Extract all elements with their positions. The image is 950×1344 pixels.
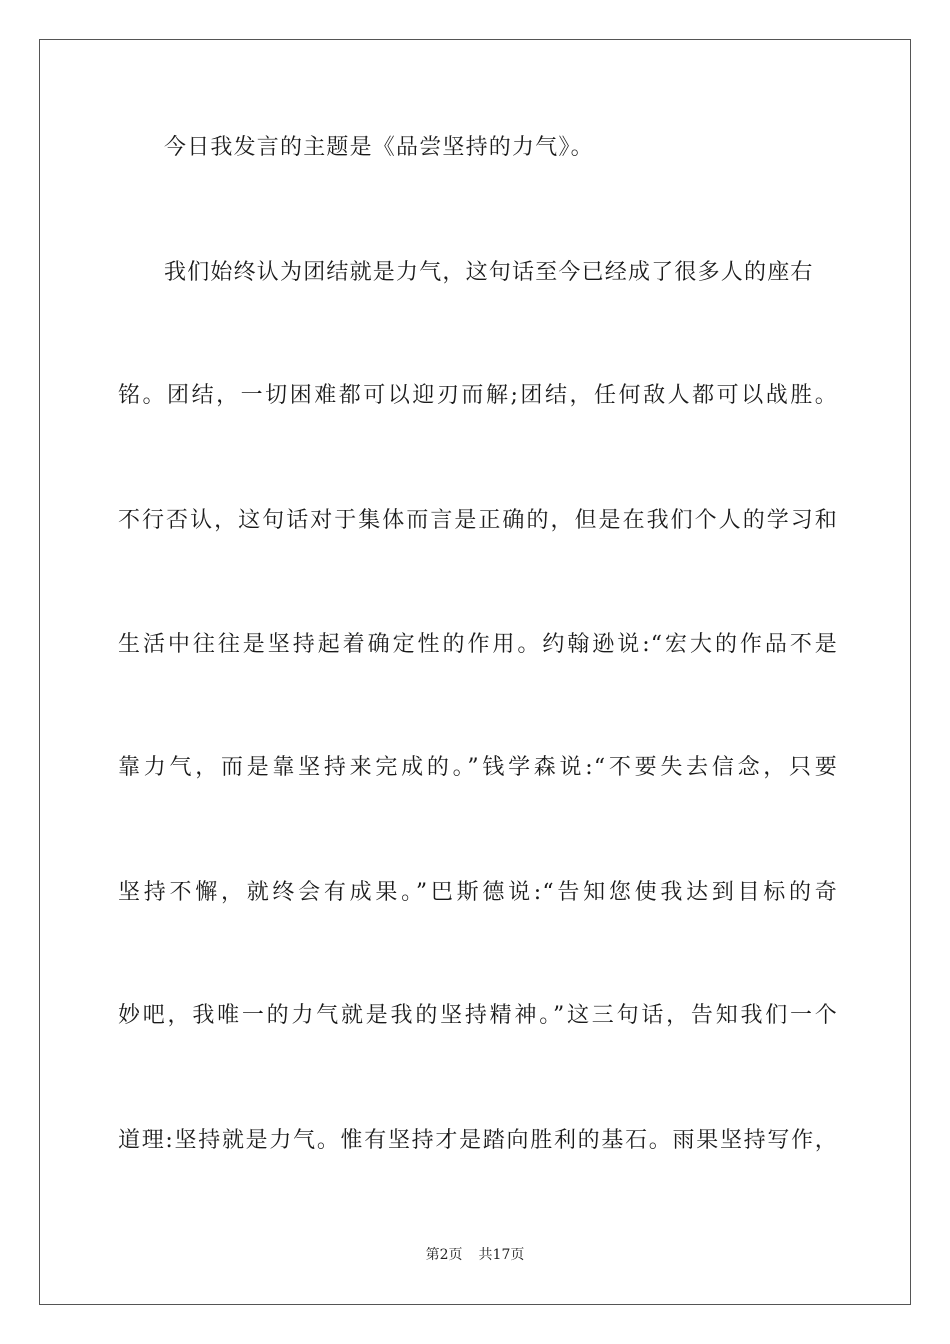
paragraph-line-1: 今日我发言的主题是《品尝坚持的力气》。: [164, 135, 594, 160]
page-number: 第2页: [425, 1247, 463, 1263]
paragraph-line-5: 生活中往往是坚持起着确定性的作用。约翰逊说:“宏大的作品不是: [118, 632, 838, 657]
paragraph-line-2: 我们始终认为团结就是力气，这句话至今已经成了很多人的座右: [164, 260, 814, 285]
paragraph-line-6: 靠力气，而是靠坚持来完成的。”钱学森说:“不要失去信念，只要: [118, 755, 838, 780]
paragraph-line-4: 不行否认，这句话对于集体而言是正确的，但是在我们个人的学习和: [118, 508, 838, 533]
page-footer: [0, 1246, 950, 1264]
paragraph-line-3: 铭。团结，一切困难都可以迎刃而解;团结，任何敌人都可以战胜。: [118, 383, 838, 408]
paragraph-line-9: 道理:坚持就是力气。惟有坚持才是踏向胜利的基石。雨果坚持写作，: [118, 1128, 838, 1153]
page-border: [39, 39, 911, 1305]
paragraph-line-7: 坚持不懈，就终会有成果。”巴斯德说:“告知您使我达到目标的奇: [118, 880, 838, 905]
page-total: 共17页: [478, 1247, 525, 1263]
paragraph-line-8: 妙吧，我唯一的力气就是我的坚持精神。”这三句话，告知我们一个: [118, 1003, 838, 1028]
